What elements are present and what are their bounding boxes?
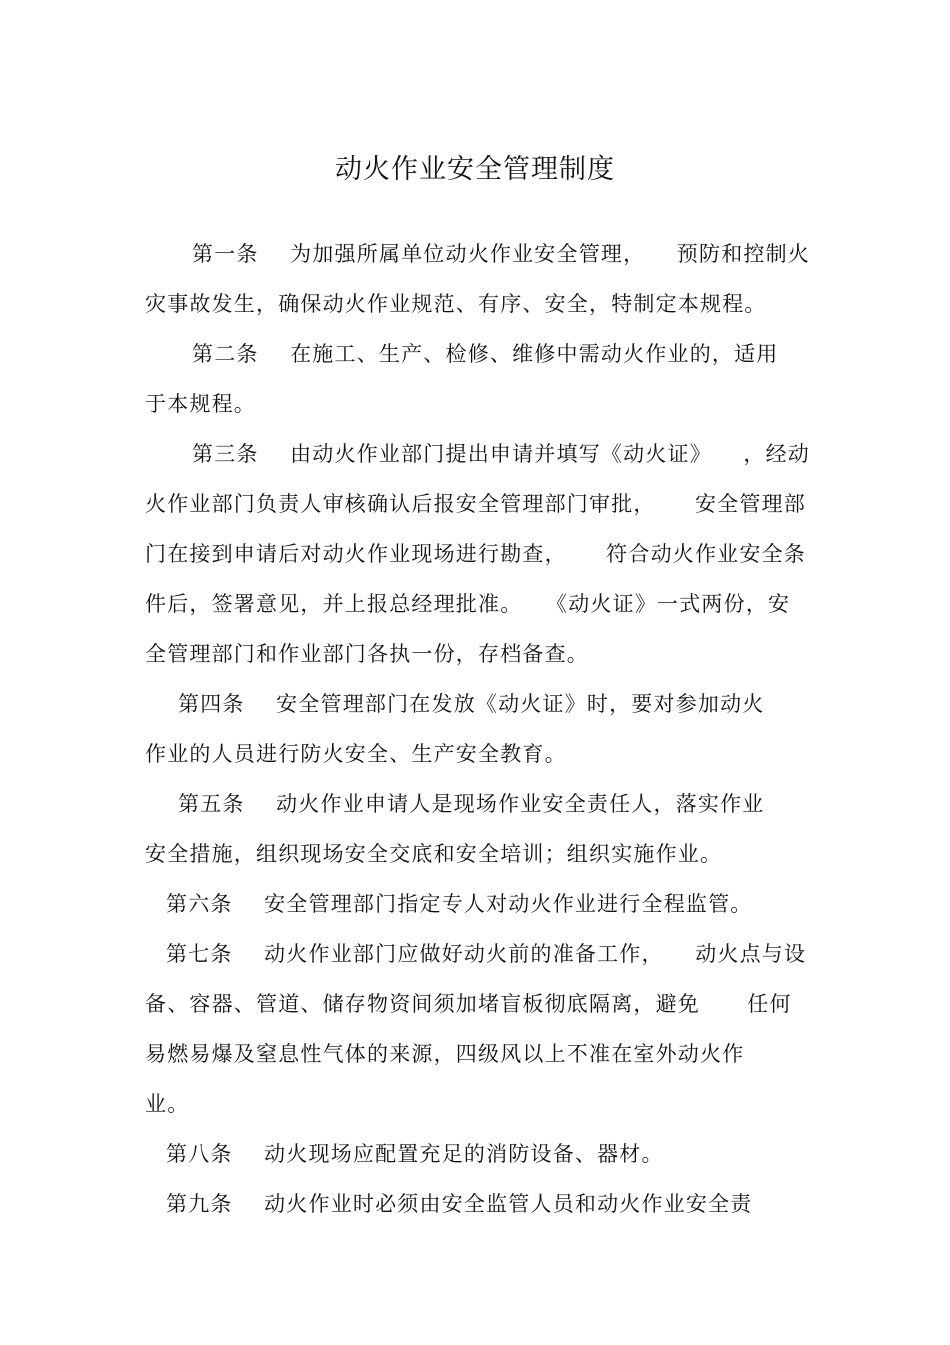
paragraph-line: 全管理部门和作业部门各执一份，存档备查。	[145, 642, 589, 666]
paragraph-line: 第九条 动火作业时必须由安全监管人员和动火作业安全责	[166, 1192, 753, 1216]
paragraph-line: 第三条 由动火作业部门提出申请并填写《动火证》 ，经动	[192, 442, 810, 466]
paragraph-line: 备、容器、管道、储存物资间须加堵盲板彻底隔离，避免 任何	[145, 992, 792, 1016]
paragraph-line: 第八条 动火现场应配置充足的消防设备、器材。	[166, 1142, 664, 1166]
paragraph-line: 第四条 安全管理部门在发放《动火证》时，要对参加动火	[178, 692, 765, 716]
paragraph-line: 火作业部门负责人审核确认后报安全管理部门审批， 安全管理部	[145, 492, 806, 516]
paragraph-line: 安全措施，组织现场安全交底和安全培训；组织实施作业。	[145, 842, 723, 866]
paragraph-line: 第二条 在施工、生产、检修、维修中需动火作业的，适用	[192, 342, 779, 366]
paragraph-line: 第七条 动火作业部门应做好动火前的准备工作， 动火点与设	[166, 942, 807, 966]
paragraph-line: 于本规程。	[145, 392, 256, 416]
paragraph-line: 第一条 为加强所属单位动火作业安全管理， 预防和控制火	[192, 242, 810, 266]
paragraph-line: 作业的人员进行防火安全、生产安全教育。	[145, 742, 567, 766]
document-title: 动火作业安全管理制度	[335, 154, 615, 185]
paragraph-line: 门在接到申请后对动火作业现场进行勘查， 符合动火作业安全条	[145, 542, 806, 566]
paragraph-line: 易燃易爆及窒息性气体的来源，四级风以上不准在室外动火作	[145, 1042, 745, 1066]
paragraph-line: 第六条 安全管理部门指定专人对动火作业进行全程监管。	[166, 892, 753, 916]
paragraph-line: 灾事故发生，确保动火作业规范、有序、安全，特制定本规程。	[145, 292, 767, 316]
paragraph-line: 件后，签署意见，并上报总经理批准。 《动火证》一式两份，安	[145, 592, 791, 616]
paragraph-line: 业。	[145, 1092, 190, 1116]
paragraph-line: 第五条 动火作业申请人是现场作业安全责任人，落实作业	[178, 792, 765, 816]
